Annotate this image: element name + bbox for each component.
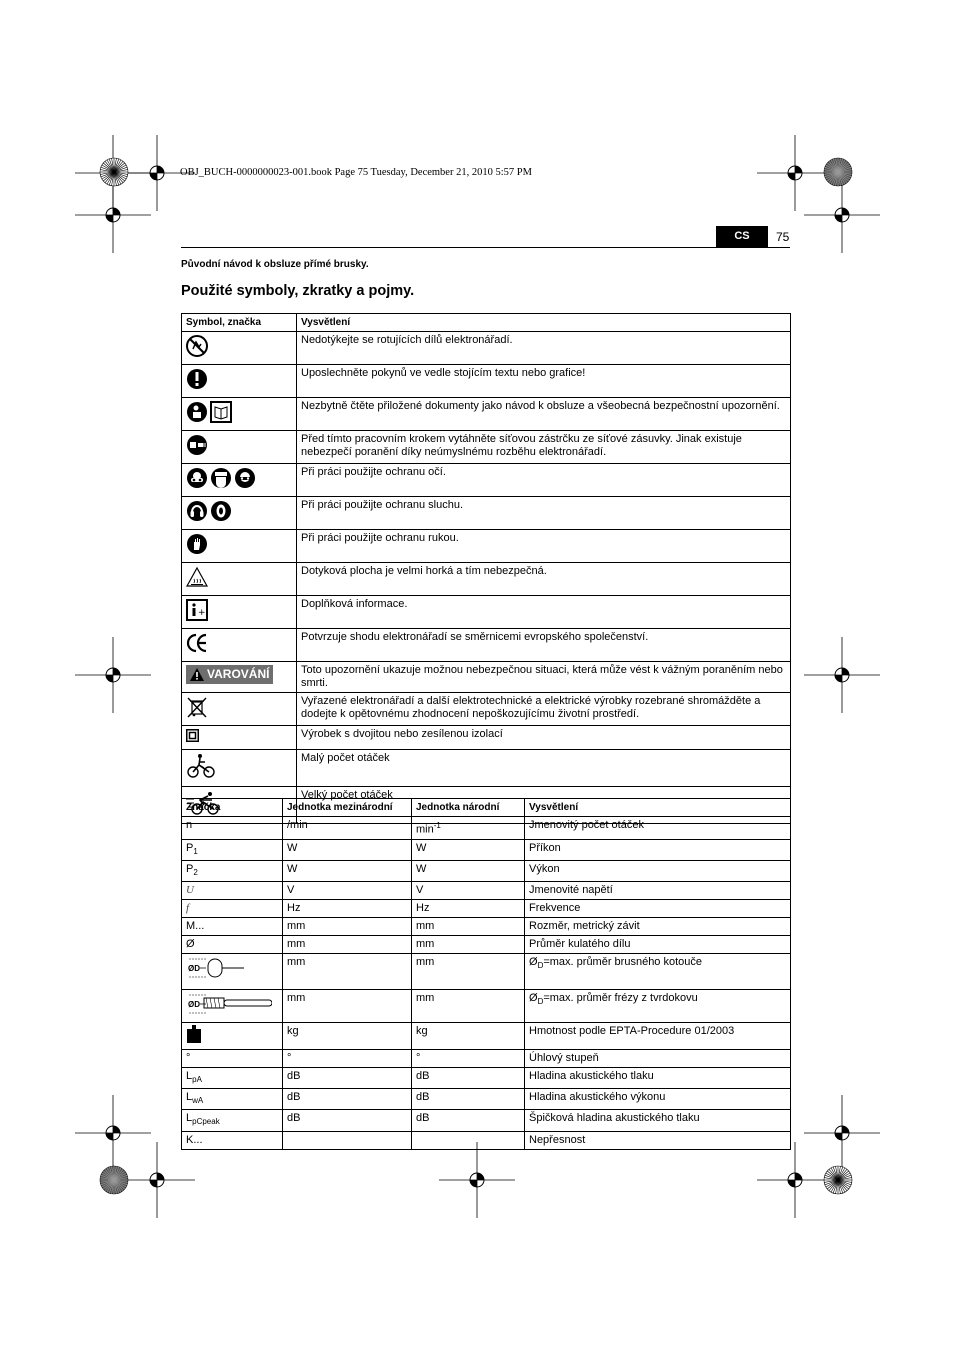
symbol-explanation: Velký počet otáček: [297, 787, 791, 824]
unit-explanation: Úhlový stupeň: [525, 1050, 791, 1068]
unit-national: mm: [412, 918, 525, 936]
units-table-row: [182, 936, 791, 954]
page-number: 75: [776, 230, 790, 244]
no-touch-rotating-icon: [186, 335, 208, 361]
symbols-table-row: [182, 693, 791, 726]
symbol-cell: [182, 563, 297, 596]
unit-symbol: [182, 839, 283, 860]
symbol-text: Ø: [186, 938, 195, 951]
symbol-cell: [182, 431, 297, 464]
symbol-explanation: Nedotýkejte se rotujících dílů elektronářadí.: [297, 332, 791, 365]
unit-international: W: [283, 860, 412, 881]
units-table-row: [182, 882, 791, 900]
double-insulation-icon: [186, 729, 199, 746]
unit-international: mm: [283, 936, 412, 954]
color-target-icon: [99, 157, 129, 192]
symbols-table-row: [182, 464, 791, 497]
color-target-icon: [823, 1165, 853, 1200]
unit-international: V: [283, 882, 412, 900]
unit-national: dB: [412, 1089, 525, 1110]
symbol-subscript: 1: [193, 846, 198, 856]
unit-national: mm: [412, 936, 525, 954]
symbol-subscript: wA: [192, 1096, 204, 1106]
grinding-wheel-diameter-icon: [186, 956, 246, 984]
symbols-col-symbol: Symbol, značka: [182, 314, 297, 332]
unit-national: dB: [412, 1110, 525, 1131]
unit-explanation: Špičková hladina akustického tlaku: [525, 1110, 791, 1131]
registration-mark-icon: [802, 635, 882, 720]
units-table: [181, 798, 791, 1150]
unit-explanation: Příkon: [525, 839, 791, 860]
print-header-line: OBJ_BUCH-0000000023-001.book Page 75 Tuesday, December 21, 2010 5:57 PM: [180, 167, 532, 178]
diameter-label: ØD: [188, 964, 200, 974]
symbols-table-row: [182, 662, 791, 693]
symbols-table-row: [182, 431, 791, 464]
unit-international: [283, 1131, 412, 1149]
units-table-row: [182, 1110, 791, 1131]
symbols-table-row: [182, 726, 791, 750]
warning-badge-label: VAROVÁNÍ: [207, 667, 270, 681]
symbol-text: n: [186, 819, 193, 831]
units-table-row: [182, 860, 791, 881]
symbol-explanation: Toto upozornění ukazuje možnou nebezpečnou situaci, která může vést k vážným poraněním nebo smrti.: [297, 662, 791, 693]
unit-national: mm: [412, 954, 525, 990]
unit-international: mm: [283, 954, 412, 990]
unit-explanation: $Ø_D=\max$. průměr brusného kotouče: [525, 954, 791, 990]
color-target-icon: [823, 157, 853, 192]
document-subtitle: Původní návod k obsluze přímé brusky.: [181, 259, 369, 270]
goggles-icon: [186, 467, 208, 493]
unit-symbol: [182, 990, 283, 1023]
unit-symbol: [182, 918, 283, 936]
units-col-international: Jednotka mezinárodní: [283, 799, 412, 817]
diameter-label: ØD: [188, 1000, 200, 1010]
unit-national: W: [412, 860, 525, 881]
unit-international: °: [283, 1050, 412, 1068]
symbol-cell: [182, 662, 297, 693]
units-table-row: [182, 1050, 791, 1068]
symbol-cell: [182, 398, 297, 431]
symbol-cell: [182, 530, 297, 563]
registration-mark-icon: [117, 1140, 197, 1225]
symbol-text: U: [186, 884, 194, 897]
symbol-text: P: [186, 862, 194, 875]
carbide-cutter-diameter-icon: [186, 992, 272, 1020]
symbol-text: K...: [186, 1133, 203, 1146]
crossed-bin-icon: [186, 696, 208, 722]
gloves-icon: [186, 533, 208, 559]
ce-mark-icon: [186, 632, 208, 658]
symbol-text: L: [186, 1070, 193, 1083]
unit-international: Hz: [283, 900, 412, 918]
svg-text:+: +: [198, 608, 206, 618]
symbol-explanation: Při práci použijte ochranu sluchu.: [297, 497, 791, 530]
unit-symbol: [182, 936, 283, 954]
units-table-row: [182, 817, 791, 840]
unit-symbol: [182, 1068, 283, 1089]
unit-international: /min: [283, 817, 412, 840]
weight-icon: [186, 1025, 202, 1047]
symbol-explanation: Nezbytně čtěte přiložené dokumenty jako návod k obsluze a všeobecná bezpečnostní upozornění.: [297, 398, 791, 431]
warning-badge-icon: [186, 665, 273, 684]
symbol-cell: [182, 497, 297, 530]
unit-superscript: -1: [433, 821, 441, 830]
unit-explanation: Rozměr, metrický závit: [525, 918, 791, 936]
units-table-row: [182, 1068, 791, 1089]
symbol-cell: [182, 629, 297, 662]
symbol-cell: [182, 332, 297, 365]
symbols-table-row: [182, 629, 791, 662]
exclamation-icon: [186, 368, 208, 394]
symbols-table-row: [182, 530, 791, 563]
units-table-row: [182, 1089, 791, 1110]
units-table-row: [182, 839, 791, 860]
symbols-table-row: [182, 563, 791, 596]
hot-surface-icon: [186, 566, 208, 592]
unit-symbol: [182, 1110, 283, 1131]
unit-explanation: Hladina akustického výkonu: [525, 1089, 791, 1110]
symbol-cell: [182, 464, 297, 497]
symbol-explanation: Při práci použijte ochranu očí.: [297, 464, 791, 497]
info-icon: [186, 599, 208, 625]
symbols-table-row: [182, 332, 791, 365]
unit-symbol: [182, 954, 283, 990]
symbol-subscript: 2: [193, 868, 198, 878]
unit-symbol: [182, 817, 283, 840]
symbol-cell: [182, 693, 297, 726]
symbol-subscript: pA: [192, 1075, 202, 1085]
unit-international: W: [283, 839, 412, 860]
symbol-explanation: Dotyková plocha je velmi horká a tím nebezpečná.: [297, 563, 791, 596]
explanation-subscript: D: [537, 961, 544, 971]
symbol-text: M...: [186, 920, 205, 933]
units-table-row: [182, 990, 791, 1023]
symbol-explanation: Potvrzuje shodu elektronářadí se směrnicemi evropského společenství.: [297, 629, 791, 662]
unplug-icon: [186, 434, 208, 460]
unit-symbol: [182, 1131, 283, 1149]
header-rule: [181, 247, 790, 248]
units-table-row: [182, 918, 791, 936]
symbol-text: L: [186, 1091, 193, 1104]
units-table-row: [182, 954, 791, 990]
units-table-row: [182, 1023, 791, 1050]
units-table-header: [182, 799, 791, 817]
unit-explanation: Výkon: [525, 860, 791, 881]
unit-national: $\min^{-1}$: [412, 817, 525, 840]
symbols-table-row: [182, 750, 791, 787]
symbol-text: P: [186, 841, 194, 854]
unit-national: W: [412, 839, 525, 860]
units-col-explanation: Vysvětlení: [525, 799, 791, 817]
unit-international: kg: [283, 1023, 412, 1050]
unit-international: mm: [283, 990, 412, 1023]
symbols-col-explanation: Vysvětlení: [297, 314, 791, 332]
units-col-symbol: Značka: [182, 799, 283, 817]
symbol-explanation: Doplňková informace.: [297, 596, 791, 629]
unit-symbol: [182, 1089, 283, 1110]
symbol-text: L: [186, 1112, 193, 1125]
symbols-table-row: [182, 365, 791, 398]
unit-national: [412, 1131, 525, 1149]
unit-national: V: [412, 882, 525, 900]
symbol-cell: [182, 596, 297, 629]
explanation-subscript: D: [537, 997, 544, 1007]
symbols-table-row: [182, 398, 791, 431]
unit-explanation: Nepřesnost: [525, 1131, 791, 1149]
unit-national: °: [412, 1050, 525, 1068]
unit-symbol: [182, 1023, 283, 1050]
symbol-cell: [182, 726, 297, 750]
unit-national: kg: [412, 1023, 525, 1050]
symbol-text: f: [186, 902, 190, 915]
unit-explanation: Frekvence: [525, 900, 791, 918]
symbol-explanation: Výrobek s dvojitou nebo zesílenou izolací: [297, 726, 791, 750]
unit-explanation: $Ø_D=\max$. průměr frézy z tvrdokovu: [525, 990, 791, 1023]
color-target-icon: [99, 1165, 129, 1200]
slow-bicycle-icon: [186, 753, 216, 783]
unit-explanation: Jmenovitý počet otáček: [525, 817, 791, 840]
unit-symbol: [182, 1050, 283, 1068]
read-manual-icon: [186, 401, 208, 427]
symbol-explanation: Malý počet otáček: [297, 750, 791, 787]
units-col-national: Jednotka národní: [412, 799, 525, 817]
safety-glasses-icon: [234, 467, 256, 493]
symbol-cell: [182, 365, 297, 398]
earplugs-icon: [210, 500, 232, 526]
earmuffs-icon: [186, 500, 208, 526]
language-badge: CS: [716, 226, 768, 247]
symbol-explanation: Před tímto pracovním krokem vytáhněte síťovou zástrčku ze síťové zásuvky. Jinak existuje nebezpečí poranění díky neúmyslnému rozběhu elektronářadí.: [297, 431, 791, 464]
unit-international: dB: [283, 1089, 412, 1110]
symbol-explanation: Uposlechněte pokynů ve vedle stojícím textu nebo grafice!: [297, 365, 791, 398]
registration-mark-icon: [437, 1140, 517, 1225]
unit-international: mm: [283, 918, 412, 936]
unit-explanation: Hladina akustického tlaku: [525, 1068, 791, 1089]
symbols-table-header: [182, 314, 791, 332]
units-table-row: [182, 900, 791, 918]
unit-national: dB: [412, 1068, 525, 1089]
units-table-row: [182, 1131, 791, 1149]
unit-explanation: Průměr kulatého dílu: [525, 936, 791, 954]
symbols-table-row: [182, 596, 791, 629]
symbol-cell: [182, 750, 297, 787]
symbol-subscript: pCpeak: [192, 1117, 220, 1127]
face-shield-icon: [210, 467, 232, 493]
registration-mark-icon: [73, 635, 153, 720]
unit-national: Hz: [412, 900, 525, 918]
symbols-table-row: [182, 497, 791, 530]
symbol-text: °: [186, 1052, 191, 1065]
symbol-explanation: Vyřazené elektronářadí a další elektrotechnické a elektrické výrobky rozebrané shromážděte a dodejte k opětovnému zhodnocení nepoškozujícímu životní prostředí.: [297, 693, 791, 726]
unit-national: mm: [412, 990, 525, 1023]
book-icon: [210, 401, 232, 427]
symbol-explanation: Při práci použijte ochranu rukou.: [297, 530, 791, 563]
section-title: Použité symboly, zkratky a pojmy.: [181, 283, 415, 299]
unit-explanation: Hmotnost podle EPTA-Procedure 01/2003: [525, 1023, 791, 1050]
unit-symbol: [182, 900, 283, 918]
symbols-table: [181, 313, 791, 824]
unit-international: dB: [283, 1110, 412, 1131]
unit-international: dB: [283, 1068, 412, 1089]
unit-symbol: [182, 882, 283, 900]
unit-explanation: Jmenovité napětí: [525, 882, 791, 900]
unit-symbol: [182, 860, 283, 881]
